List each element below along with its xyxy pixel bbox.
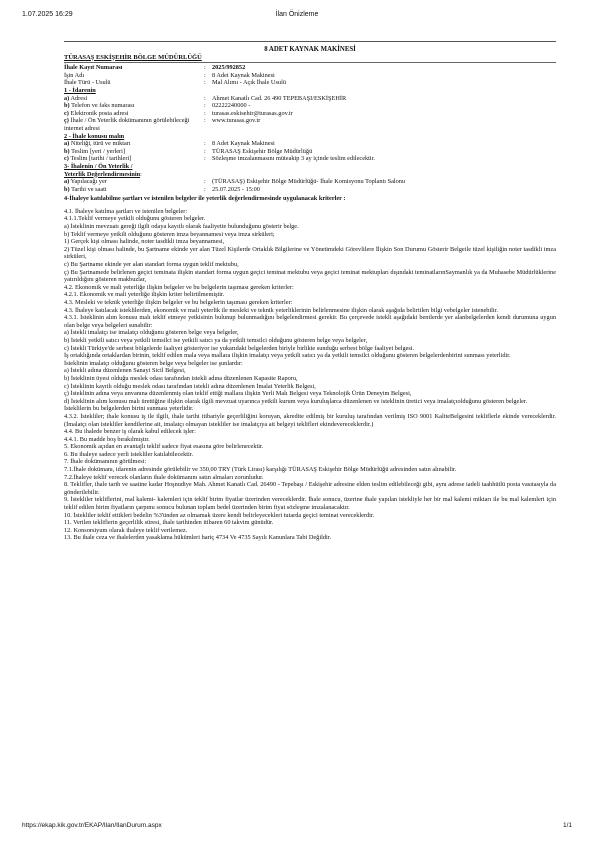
- criteria-line: c) İsteklinin kayıtlı olduğu meslek odası tarafından istekli adına düzenlenen İmalat Yeterlik Belgesi,: [64, 382, 316, 390]
- row-key: İhale Türü - Usulü: [64, 79, 111, 87]
- criteria-line: ç) Bu Şartnamede belirlenen geçici teminata ilişkin standart forma uygun geçici teminat mektubu veya geçici teminat mektupları dışındaki teminatlarınSaymanlık ya da Muhasebe Müdürlüklerine yatırıldığını gösteren makbuzlar,: [64, 268, 556, 284]
- page-url: https://ekap.kik.gov.tr/EKAP/Ilan/IlanDurum.aspx: [22, 822, 162, 829]
- row-colon: :: [204, 155, 206, 163]
- section-2-title: 2 - İhale konusu malın: [64, 132, 125, 140]
- criteria-line: b) İstekli yetkili satıcı veya yetkili temsilci ise yetkili satıcı ya da yetkili temsilci olduğunu gösteren belge veya belgeler,: [64, 336, 368, 344]
- doc-title: 8 ADET KAYNAK MAKİNESİ: [264, 46, 356, 53]
- criteria-line: İş ortaklığında ortaklardan birinin, teklif edilen mala veya mallara ilişkin imalatçı veya yetkili satıcı ya da yetkili temsilci olduğunu gösteren belgelerdenbirini sunması yeterlidir.: [64, 352, 511, 360]
- row-key: Telefon ve faks numarası: [69, 102, 135, 110]
- info-row: [64, 102, 556, 110]
- criteria-line: 4.1.1.Teklif vermeye yetkili olduğunu gösteren belgeler.: [64, 215, 206, 223]
- row-value: (TÜRASAŞ) Eskişehir Bölge Müdürlüğü- İhale Komisyonu Toplantı Salonu: [212, 178, 406, 186]
- criteria-line: c) Bu Şartname ekinde yer alan standart forma uygun teklif mektubu,: [64, 261, 239, 269]
- row-value: turasas.eskisehir@turasas.gov.tr: [212, 109, 293, 117]
- info-row: [64, 186, 556, 194]
- criteria-line: a) İstekli adına düzenlenen Sanayi Sicil Belgesi,: [64, 367, 186, 375]
- section-1-title: 1 - İdarenin: [64, 86, 96, 94]
- section-3-title-line1: 3- İhalenin / Ön Yeterlik /: [64, 162, 133, 170]
- info-row: [64, 110, 556, 118]
- row-key: İhale Kayıt Numarası: [64, 64, 123, 72]
- row-letter: a): [64, 178, 70, 186]
- criteria-line: 4.3. Mesleki ve teknik yeterliğe ilişkin belgeler ve bu belgelerin taşıması gereken kriterler:: [64, 299, 293, 306]
- section-1-rows: [64, 95, 556, 133]
- criteria-line: a) İstekli imalatçı ise imalatçı olduğunu gösteren belge veya belgeler,: [64, 329, 239, 337]
- criteria-line: 4.2. Ekonomik ve mali yeterliğe ilişkin belgeler ve bu belgelerin taşıması gereken kriterler:: [64, 283, 294, 291]
- criteria-line: ç) İsteklinin adına veya unvanına düzenlenmiş olan teklif ettiği mallara ilişkin Yerli Malı Belgesi veya Teknolojik Ürün Deneyim Belgesi,: [64, 390, 412, 398]
- row-value: Mal Alımı - Açık İhale Usulü: [212, 79, 286, 87]
- row-colon: :: [204, 94, 206, 102]
- row-colon: :: [204, 109, 206, 117]
- section-3-title-line2: Yeterlik Değerlendirmesinin:: [64, 170, 142, 178]
- criteria-line: 10. İstekliler teklif ettikleri bedelin %3'ünden az olmamak üzere kendi belirleyecekleri tutarda geçici teminat vereceklerdir.: [64, 511, 375, 519]
- row-letter: a): [64, 94, 70, 102]
- criteria-line: 4.3.2. İstekliler; ihale konusu iş ile ilgili, ihale tarihi itibariyle geçerliliğini koruyan, akredite edilmiş bir kuruluş tarafından verilmiş ISO 9001 KaliteBelgesini tekliflerle ekinde vereceklerdir. (İmalatçı olan istekliler kendilerine ait, imalatçı olmayan istekliler ise imalatçıya ait belgeyi teklifleri ekindevereceklerdir.): [64, 412, 556, 428]
- info-row: [64, 95, 556, 103]
- row-key: Niteliği, türü ve miktarı: [69, 140, 131, 148]
- row-key: Teslim [tarihi / tarihleri]: [68, 155, 132, 163]
- row-key: İhale / Ön Yeterlik dokümanının görülebileceği internet adresi: [64, 117, 190, 132]
- row-colon: :: [204, 71, 206, 79]
- criteria-list: [64, 208, 556, 542]
- criteria-line: İsteklinin imalatçı olduğunu gösteren belge veya belgeler ise şunlardır:: [64, 359, 243, 367]
- row-value: TÜRASAŞ Eskişehir Bölge Müdürlüğü: [212, 147, 313, 155]
- row-value: 8 Adet Kaynak Makinesi: [212, 71, 275, 79]
- row-letter: b): [64, 102, 70, 110]
- criteria-line: 2) Tüzel kişi olması halinde, bu Şartname ekinde yer alan Tüzel Kişilerde Ortaklık Bilgilerine ve Yönetimdeki Görevlilere İlişkin Son Durumu Gösterir Belgeile tüzel kişiliğin noter tasdikli imza sirküleri,: [64, 245, 556, 261]
- criteria-line: 4.1. İhaleye katılma şartları ve istenilen belgeler:: [64, 207, 188, 215]
- criteria-line: 1) Gerçek kişi olması halinde, noter tasdikli imza beyannamesi,: [64, 238, 225, 246]
- row-colon: :: [204, 147, 206, 155]
- print-title: İlan Önizleme: [275, 11, 319, 18]
- criteria-line: 5. Ekonomik açıdan en avantajlı teklif sadece fiyat esasına göre belirlenecektir.: [64, 443, 264, 451]
- info-row: [64, 155, 556, 163]
- org-rule: [64, 62, 556, 63]
- row-colon: :: [204, 79, 206, 87]
- row-value: 8 Adet Kaynak Makinesi: [212, 140, 275, 148]
- info-row: [64, 148, 556, 156]
- criteria-line: 8. Teklifler, ihale tarih ve saatine kadar Hoşnudiye Mah. Ahmet Kanatlı Cad. 26490 - Tepebaşı / Eskişehir adresine elden teslim edilebileceği gibi, aynı adrese iadeli taahhütlü posta vasıtasıyla da gönderilebilir.: [64, 481, 556, 496]
- info-row: [64, 79, 556, 87]
- section-2-rows: [64, 140, 556, 163]
- criteria-line: İsteklilerin bu belgelerden birini sunması yeterlidir.: [64, 405, 194, 413]
- row-key: Teslim [yeri / yerleri]: [69, 147, 126, 155]
- row-letter: b): [64, 147, 70, 155]
- row-colon: :: [204, 140, 206, 148]
- criteria-line: 13. Bu ihale ceza ve ihalelerden yasaklama hükümleri hariç 4734 Ve 4735 Sayılı Kanunlara Tabi Değildir.: [64, 534, 332, 542]
- row-letter: c): [64, 155, 69, 163]
- criteria-line: 7.1.İhale dokümanı, idarenin adresinde görülebilir ve 350,00 TRY (Türk Lirası) karşılığı TÜRASAŞ Eskişehir Bölge Müdürlüğü adresinden satın alınabilir.: [64, 466, 457, 474]
- criteria-line: 4.3.1. İsteklinin alım konusu malı teklif etmeye yetkisinin bulunup bulunmadığını belgelendirmesi gerekir. Bu çerçevede istekli aşağıdaki bentlerde yer alanbelgelerden kendi durumuna uygun olan belge veya belgeleri sunabilir:: [64, 314, 556, 329]
- row-value: Sözleşme imzalanmasını müteakip 3 ay içinde teslim edilecektir.: [212, 155, 375, 163]
- row-key: Tarihi ve saati: [69, 185, 107, 193]
- info-row: [64, 178, 556, 186]
- print-footer: [22, 822, 572, 832]
- print-datetime: 1.07.2025 16:29: [22, 11, 73, 18]
- row-colon: :: [204, 117, 206, 125]
- criteria-line: 6. Bu ihaleye sadece yerli istekliler katılabilecektir.: [64, 450, 194, 458]
- criteria-line: a) İsteklinin mevzuatı gereği ilgili odaya kayıtlı olarak faaliyette bulunduğunu gösterir belge.: [64, 223, 299, 231]
- info-row: [64, 72, 556, 80]
- section-4-title: 4-İhaleye katılabilme şartları ve istenilen belgeler ile yeterlik değerlendirmesinde uygulanacak kriterler :: [64, 195, 346, 203]
- row-value: 02222240000 -: [212, 102, 251, 110]
- row-key: İşin Adı: [64, 71, 85, 79]
- criteria-line: 7. İhale dokümanının görülmesi:: [64, 458, 147, 466]
- row-colon: :: [204, 178, 206, 186]
- criteria-line: 12. Konsorsiyum olarak ihaleye teklif verilemez.: [64, 526, 188, 534]
- criteria-line: 4.4.1. Bu madde boş bırakılmıştır.: [64, 435, 150, 443]
- row-letter: ç): [64, 117, 69, 125]
- criteria-line: 9. İstekliler tekliflerini, mal kalemi- kalemleri için teklif birim fiyatlar üzerinden vereceklerdir. İhale sonucu, üzerine ihale yapılan istekliyle her bir mal kalemi miktarı ile bu mal kalemleri için teklif edilen birim fiyatların çarpımı sonucu bulunan toplam bedel üzerinden birim fiyat sözleşme imzalanacaktır.: [64, 496, 556, 512]
- row-value: 25.07.2025 - 15:00: [212, 185, 260, 193]
- row-value: Ahmet Kanatlı Cad. 26 490 TEPEBAŞI/ESKİŞEHİR: [212, 94, 347, 102]
- org-name: TÜRASAŞ ESKİŞEHİR BÖLGE MÜDÜRLÜĞÜ: [64, 53, 202, 61]
- page-number: 1/1: [562, 822, 572, 829]
- criteria-line: b) Teklif vermeye yetkili olduğunu gösteren imza beyannamesi veya imza sirküleri;: [64, 230, 275, 238]
- row-colon: :: [204, 64, 206, 72]
- row-value: www.turasas.gov.tr: [212, 117, 261, 125]
- row-key: Yapılacağı yer: [69, 178, 107, 186]
- row-key: Adresi: [69, 94, 88, 102]
- criteria-line: 11. Verilen tekliflerin geçerlilik süresi, ihale tarihinden itibaren 60 takvim günüdür.: [64, 519, 274, 527]
- row-colon: :: [204, 102, 206, 110]
- row-letter: a): [64, 140, 70, 148]
- criteria-line: 7.2.İhaleye teklif verecek olanların ihale dokümanını satın almaları zorunludur.: [64, 473, 264, 481]
- criteria-line: b) İsteklinin üyesi olduğu meslek odası tarafından istekli adına düzenlenen Kapasite Raporu,: [64, 374, 298, 382]
- criteria-line: 4.2.1. Ekonomik ve mali yeterliğe ilişkin kriter belirtilmemiştir.: [64, 291, 225, 299]
- row-value: 2025/992852: [212, 64, 246, 72]
- section-3-rows: [64, 178, 556, 193]
- info-row: [64, 140, 556, 148]
- top-rows: [64, 64, 556, 87]
- info-row: [64, 117, 556, 132]
- row-key: Elektronik posta adresi: [68, 109, 129, 117]
- info-row: [64, 64, 556, 72]
- row-letter: c): [64, 109, 69, 117]
- top-rule: [64, 41, 556, 42]
- row-letter: b): [64, 185, 70, 193]
- row-colon: :: [204, 185, 206, 193]
- print-header: [22, 11, 572, 21]
- announcement-document: [64, 41, 556, 542]
- criteria-line: d) İsteklinin alım konusu malı ürettiğine ilişkin olarak ilgili mevzuat uyarınca yetkili kurum veya kuruluşlarca düzenlenen ve isteklinin üretici veya imalatçıolduğunu gösteren belgeler.: [64, 397, 528, 405]
- criteria-line: 4.4. Bu ihalede benzer iş olarak kabul edilecek işler:: [64, 428, 196, 436]
- criteria-line: c) İstekli Türkiye'de serbest bölgelerde faaliyet gösteriyor ise yukarıdaki belgelerden biriyle birlikte sunduğu serbest bölge faaliyet belgesi.: [64, 344, 415, 352]
- criteria-line: 4.3. İhaleye katılacak isteklilerden, ekonomik ve mali yeterlik ile mesleki ve teknik yeterliklerinin belirlenmesine ilişkin olarak aşağıda belirtilen bilgi vebelgeler istenebilir.: [64, 306, 498, 314]
